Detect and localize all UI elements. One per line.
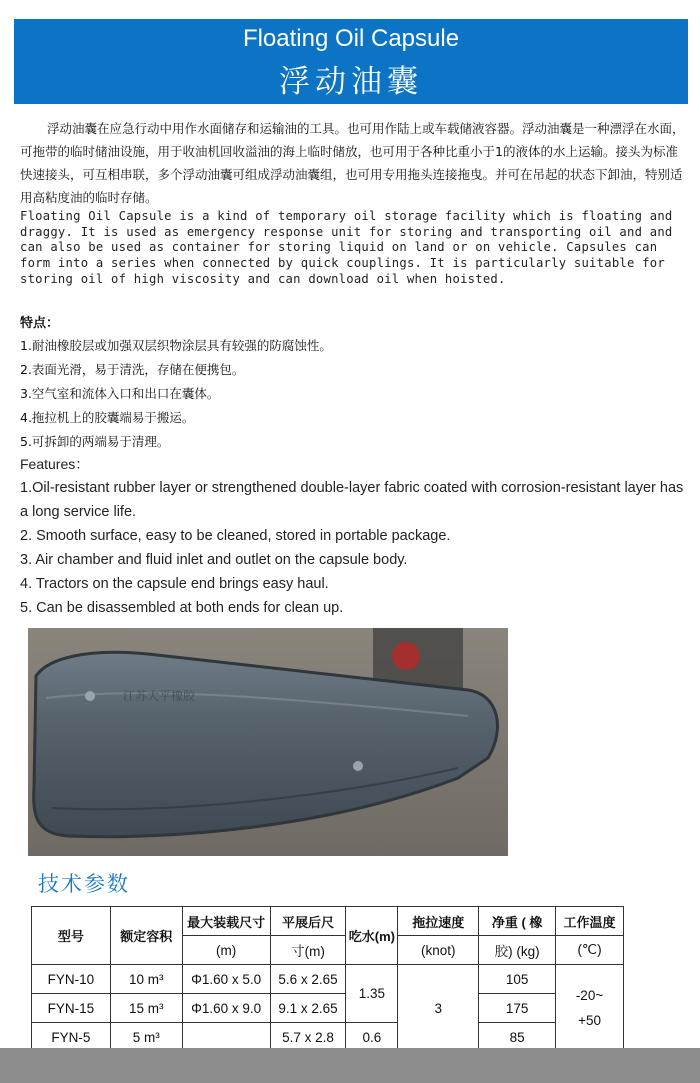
cell-weight: 175 bbox=[479, 994, 556, 1023]
header-max-size-unit: (m) bbox=[182, 936, 270, 965]
list-item: 3. Air chamber and fluid inlet and outlet on the capsule body. bbox=[20, 552, 408, 568]
cell-weight: 105 bbox=[479, 965, 556, 994]
list-item: 2.表面光滑，易于清洗，存储在便携包。 bbox=[20, 362, 245, 377]
cell-temp-bottom: +50 bbox=[578, 1013, 601, 1028]
cell-capacity: 10 m³ bbox=[110, 965, 182, 994]
cell-capacity: 15 m³ bbox=[110, 994, 182, 1023]
cell-capacity: 5 m³ bbox=[110, 1023, 182, 1052]
list-item: 4.拖拉机上的胶囊端易于搬运。 bbox=[20, 410, 195, 425]
product-photo bbox=[28, 628, 508, 856]
list-item: 5. Can be disassembled at both ends for clean up. bbox=[20, 600, 344, 616]
list-item: 2. Smooth surface, easy to be cleaned, stored in portable package. bbox=[20, 528, 451, 544]
header-weight-unit: 胶) (kg) bbox=[479, 936, 556, 965]
header-capacity: 额定容积 bbox=[110, 907, 182, 965]
list-item: 1.Oil-resistant rubber layer or strengthened double-layer fabric coated with corrosion-resistant layer has a long service life. bbox=[20, 480, 684, 520]
page-header bbox=[14, 19, 688, 104]
table-header-row bbox=[32, 907, 624, 936]
cell-max-size: Φ1.60 x 5.0 bbox=[182, 965, 270, 994]
list-item: 5.可拆卸的两端易于清理。 bbox=[20, 434, 170, 449]
photo-pump bbox=[392, 642, 420, 670]
intro-chinese: 浮动油囊在应急行动中用作水面储存和运输油的工具。也可用作陆上或车载储液容器。浮动油囊是一种漂浮在水面，可拖带的临时储油设施，用于收油机回收溢油的海上临时储放，也可用于各种比重小于1的液体的水上运输。接头为标准快速接头，可互相串联，多个浮动油囊可组成浮动油囊组，也可用专用拖头连接拖曳。并可在吊起的状态下卸油，特别适用高粘度油的临时存储。 bbox=[20, 121, 685, 205]
header-model: 型号 bbox=[32, 907, 111, 965]
header-temp: 工作温度 bbox=[556, 907, 624, 936]
header-flat-size: 平展后尺 bbox=[270, 907, 346, 936]
features-list-chinese bbox=[20, 334, 690, 454]
cell-temp bbox=[556, 965, 624, 1052]
cell-flat-size: 9.1 x 2.65 bbox=[270, 994, 346, 1023]
header-draft: 吃水(m) bbox=[346, 907, 398, 965]
features-heading-english: Features： bbox=[20, 456, 90, 472]
cell-flat-size: 5.6 x 2.65 bbox=[270, 965, 346, 994]
capsule-valve bbox=[85, 691, 95, 701]
cell-max-size: Φ1.60 x 9.0 bbox=[182, 994, 270, 1023]
table-row bbox=[32, 965, 624, 994]
cell-model: FYN-5 bbox=[32, 1023, 111, 1052]
title-english: Floating Oil Capsule bbox=[242, 25, 460, 52]
cell-flat-size: 5.7 x 2.8 bbox=[270, 1023, 346, 1052]
list-item: 1.耐油橡胶层或加强双层织物涂层具有较强的防腐蚀性。 bbox=[20, 338, 332, 353]
features-heading-chinese: 特点： bbox=[20, 316, 60, 331]
header-tow-speed-unit: (knot) bbox=[398, 936, 479, 965]
cell-draft: 0.6 bbox=[346, 1023, 398, 1052]
header-weight: 净重 ( 橡 bbox=[479, 907, 556, 936]
spec-title: 技术参数 bbox=[38, 872, 130, 896]
cell-weight: 85 bbox=[479, 1023, 556, 1052]
cell-model: FYN-15 bbox=[32, 994, 111, 1023]
intro-english: Floating Oil Capsule is a kind of temporary oil storage facility which is floating and draggy. It is used as emergency response unit for storing and transporting oil and and can also be used as container for storing liquid on land or on vehicle. Capsules can form into a series when connected by quick couplings. It is particularly suitable for storing oil of high viscosity and can download oil when hoisted. bbox=[20, 209, 673, 286]
bottom-band bbox=[0, 1048, 700, 1083]
cell-draft: 1.35 bbox=[346, 965, 398, 1023]
features-list-english bbox=[20, 476, 690, 620]
list-item: 3.空气室和流体入口和出口在囊体。 bbox=[20, 386, 220, 401]
cell-temp-top: -20~ bbox=[575, 988, 604, 1003]
photo-watermark: 江苏大平橡胶 bbox=[123, 689, 196, 703]
header-temp-unit: (℃) bbox=[556, 936, 624, 965]
header-flat-size-unit: 寸(m) bbox=[270, 936, 346, 965]
header-tow-speed: 拖拉速度 bbox=[398, 907, 479, 936]
spec-table bbox=[31, 906, 624, 1052]
capsule-valve bbox=[353, 761, 363, 771]
list-item: 4. Tractors on the capsule end brings easy haul. bbox=[20, 576, 329, 592]
cell-model: FYN-10 bbox=[32, 965, 111, 994]
header-max-size: 最大装载尺寸 bbox=[182, 907, 270, 936]
table-row bbox=[32, 994, 624, 1023]
title-chinese: 浮动油囊 bbox=[279, 64, 423, 100]
cell-tow-speed: 3 bbox=[398, 965, 479, 1052]
